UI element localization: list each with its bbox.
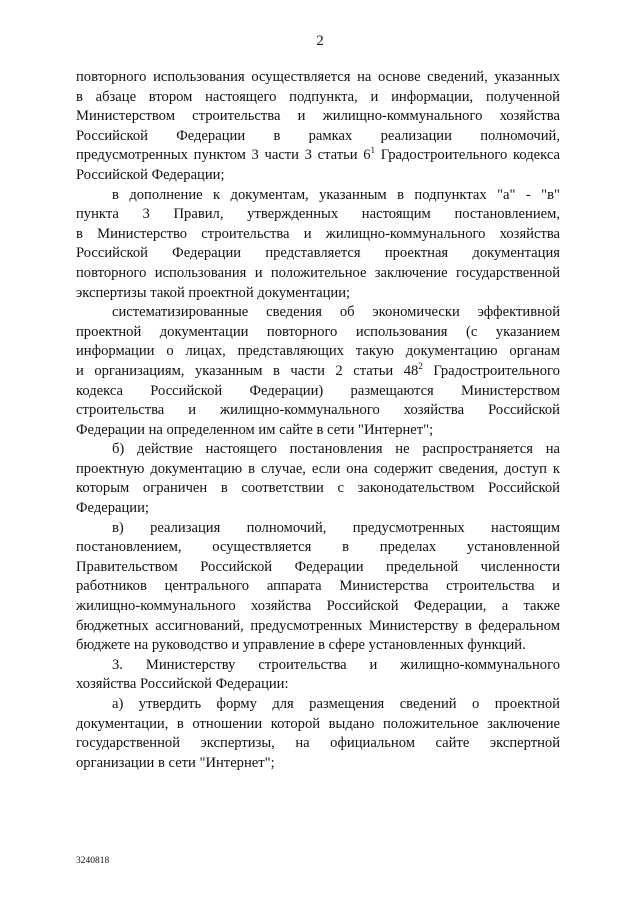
text-line: [76, 577, 560, 597]
text-line: [76, 538, 560, 558]
text-line: [76, 68, 560, 88]
text-line-main: Правительством Российской Федерации предельной численности: [76, 558, 560, 575]
text-line-main: государственной экспертизы, на официальном сайте экспертной: [76, 735, 560, 752]
text-line: [76, 558, 560, 578]
body-text: [76, 68, 560, 773]
text-line: [76, 636, 560, 656]
text-line: [76, 225, 560, 245]
text-line-main: хозяйства Российской Федерации:: [76, 676, 289, 693]
text-line-main: Федерации;: [76, 500, 149, 517]
text-line: [76, 421, 560, 441]
text-line-main: документации, в отношении которой выдано положительное заключение: [76, 715, 560, 732]
text-line-main: бюджетных ассигнований, предусмотренных Министерству в федеральном: [76, 617, 560, 634]
text-line: [76, 88, 560, 108]
text-line-main: Российской Федерации в рамках реализации полномочий,: [76, 127, 560, 144]
text-line-main: экспертизы такой проектной документации;: [76, 284, 351, 301]
page-number: 2: [316, 33, 324, 49]
text-line: [76, 675, 560, 695]
text-line-main: и организациям, указанным в части 2 статьи 48: [76, 362, 419, 379]
text-line-main: Федерации на определенном им сайте в сети "Интернет";: [76, 421, 434, 438]
text-line-main: в абзаце втором настоящего подпункта, и информации, полученной: [76, 88, 560, 105]
superscript: 2: [418, 360, 423, 371]
text-line-main: систематизированные сведения об экономически эффективной: [112, 304, 560, 321]
text-line-main: Российской Федерации представляется проектная документация: [76, 245, 560, 262]
text-line: [76, 440, 560, 460]
text-line: [76, 656, 560, 676]
text-line-main: информации о лицах, представляющих такую документацию органам: [76, 343, 560, 360]
document-code: 3240818: [76, 856, 110, 866]
text-line: [76, 382, 560, 402]
text-line: [76, 205, 560, 225]
text-line-continuation: Градостроительного кодекса: [375, 147, 560, 164]
text-line: [76, 519, 560, 539]
text-line: [76, 264, 560, 284]
text-line-main: проектную документацию в случае, если она содержит сведения, доступ к: [76, 460, 560, 477]
text-line: [76, 166, 560, 186]
text-line-main: Министерством строительства и жилищно-коммунального хозяйства: [76, 108, 560, 125]
text-line: [76, 734, 560, 754]
text-line-main: которым ограничен в соответствии с законодательством Российской: [76, 480, 560, 497]
text-line-main: б) действие настоящего постановления не распространяется на: [112, 441, 560, 458]
text-line: [76, 695, 560, 715]
text-line-main: жилищно-коммунального хозяйства Российской Федерации, а также: [76, 598, 560, 615]
text-line-main: пункта 3 Правил, утвержденных настоящим постановлением,: [76, 206, 560, 223]
text-line-main: в) реализация полномочий, предусмотренных настоящим: [112, 519, 560, 536]
text-line: [76, 146, 560, 166]
text-line-main: а) утвердить форму для размещения сведений о проектной: [112, 696, 560, 712]
text-line-main: 3. Министерству строительства и жилищно-коммунального: [112, 656, 560, 673]
text-line-main: бюджете на руководство и управление в сфере установленных функций.: [76, 637, 526, 654]
text-line: [76, 244, 560, 264]
text-line: [76, 754, 560, 774]
text-line-main: предусмотренных пунктом 3 части 3 статьи 6: [76, 147, 371, 164]
text-line-main: Российской Федерации;: [76, 166, 225, 183]
text-line: [76, 186, 560, 206]
text-line: [76, 284, 560, 304]
text-line-main: строительства и жилищно-коммунального хозяйства Российской: [76, 402, 560, 419]
text-line-main: работников центрального аппарата Министерства строительства и: [76, 578, 560, 595]
text-line: [76, 460, 560, 480]
text-line: [76, 479, 560, 499]
text-line: [76, 401, 560, 421]
text-line-main: организации в сети "Интернет";: [76, 754, 275, 771]
text-line: [76, 107, 560, 127]
text-line: [76, 362, 560, 382]
text-line: [76, 617, 560, 637]
text-line-main: в дополнение к документам, указанным в подпунктах "а" - "в": [112, 186, 560, 203]
text-line-main: в Министерство строительства и жилищно-коммунального хозяйства: [76, 225, 560, 242]
superscript: 1: [370, 145, 376, 156]
text-line: [76, 597, 560, 617]
text-line: [76, 127, 560, 147]
text-line-main: постановлением, осуществляется в пределах установленной: [76, 539, 560, 556]
text-line: [76, 342, 560, 362]
text-line: [76, 303, 560, 323]
text-line: [76, 499, 560, 519]
text-line-main: проектной документации повторного использования (с указанием: [76, 323, 560, 340]
text-line: [76, 323, 560, 343]
text-line-main: кодекса Российской Федерации) размещаются Министерством: [76, 382, 560, 399]
text-line: [76, 715, 560, 735]
text-line-continuation: Градостроительного: [422, 362, 560, 379]
text-line-main: повторного использования и положительное заключение государственной: [76, 264, 560, 281]
text-line-main: повторного использования осуществляется на основе сведений, указанных: [76, 69, 560, 85]
